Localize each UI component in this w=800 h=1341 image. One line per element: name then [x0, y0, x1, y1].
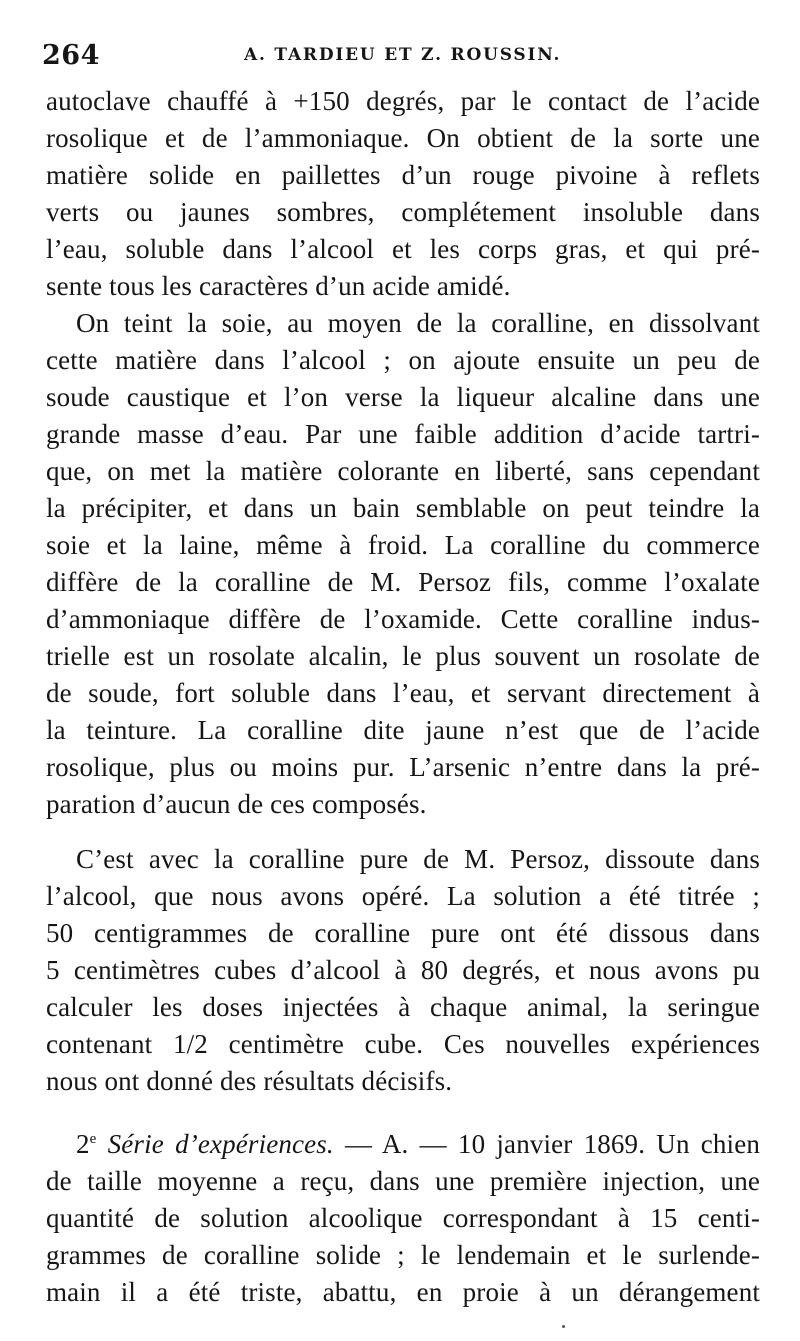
- text-line: main il a été triste, abattu, en proie à un dérangement: [46, 1277, 760, 1307]
- text-line: grande masse d’eau. Par une faible addition d’acide tartri-: [46, 419, 760, 449]
- text-line: verts ou jaunes sombres, complétement insoluble dans: [46, 197, 760, 227]
- text-line: 50 centigrammes de coralline pure ont été dissous dans: [46, 918, 760, 948]
- series-label: Série d’expériences.: [96, 1129, 334, 1159]
- text-line: calculer les doses injectées à chaque animal, la seringue: [46, 992, 760, 1022]
- text-line: soude caustique et l’on verse la liqueur alcaline dans une: [46, 382, 760, 412]
- text-line: sente tous les caractères d’un acide amidé.: [46, 271, 511, 301]
- series-heading-rest: — A. — 10 janvier 1869. Un chien: [333, 1129, 760, 1159]
- text-line: l’eau, soluble dans l’alcool et les corps gras, et qui pré-: [46, 234, 760, 264]
- text-line: contenant 1/2 centimètre cube. Ces nouvelles expériences: [46, 1029, 760, 1059]
- text-line: nous ont donné des résultats décisifs.: [46, 1066, 453, 1096]
- text-line: d’ammoniaque diffère de l’oxamide. Cette coralline indus-: [46, 604, 760, 634]
- print-speck: [562, 1325, 565, 1328]
- series-heading-line: [76, 1124, 760, 1164]
- text-line: soie et la laine, même à froid. La coralline du commerce: [46, 530, 760, 560]
- text-line: de soude, fort soluble dans l’eau, et servant directement à: [46, 678, 760, 708]
- text-line: quantité de solution alcoolique correspondant à 15 centi-: [46, 1203, 760, 1233]
- text-line: paration d’aucun de ces composés.: [46, 789, 427, 819]
- text-line: C’est avec la coralline pure de M. Persoz, dissoute dans: [76, 844, 760, 874]
- text-line: grammes de coralline solide ; le lendemain et le surlende-: [46, 1240, 760, 1270]
- text-line: de taille moyenne a reçu, dans une première injection, une: [46, 1166, 760, 1196]
- text-line: diffère de la coralline de M. Persoz fils, comme l’oxalate: [46, 567, 760, 597]
- running-title: A. TARDIEU ET Z. ROUSSIN.: [244, 45, 562, 65]
- text-line: autoclave chauffé à +150 degrés, par le contact de l’acide: [46, 86, 760, 116]
- page-number: 264: [42, 40, 100, 71]
- text-line: cette matière dans l’alcool ; on ajoute ensuite un peu de: [46, 345, 760, 375]
- series-number: 2: [76, 1129, 90, 1159]
- text-line: 5 centimètres cubes d’alcool à 80 degrés, et nous avons pu: [46, 955, 760, 985]
- running-head: [42, 40, 760, 72]
- text-line: rosolique, plus ou moins pur. L’arsenic n’entre dans la pré-: [46, 752, 760, 782]
- text-line: matière solide en paillettes d’un rouge pivoine à reflets: [46, 160, 760, 190]
- series-superscript: e: [89, 1131, 97, 1147]
- text-line: trielle est un rosolate alcalin, le plus souvent un rosolate de: [46, 641, 760, 671]
- text-line: rosolique et de l’ammoniaque. On obtient de la sorte une: [46, 123, 760, 153]
- text-line: que, on met la matière colorante en liberté, sans cependant: [46, 456, 760, 486]
- text-line: la précipiter, et dans un bain semblable on peut teindre la: [46, 493, 760, 523]
- text-line: l’alcool, que nous avons opéré. La solution a été titrée ;: [46, 881, 760, 911]
- text-line: la teinture. La coralline dite jaune n’est que de l’acide: [46, 715, 760, 745]
- text-line: On teint la soie, au moyen de la coralline, en dissolvant: [76, 308, 760, 338]
